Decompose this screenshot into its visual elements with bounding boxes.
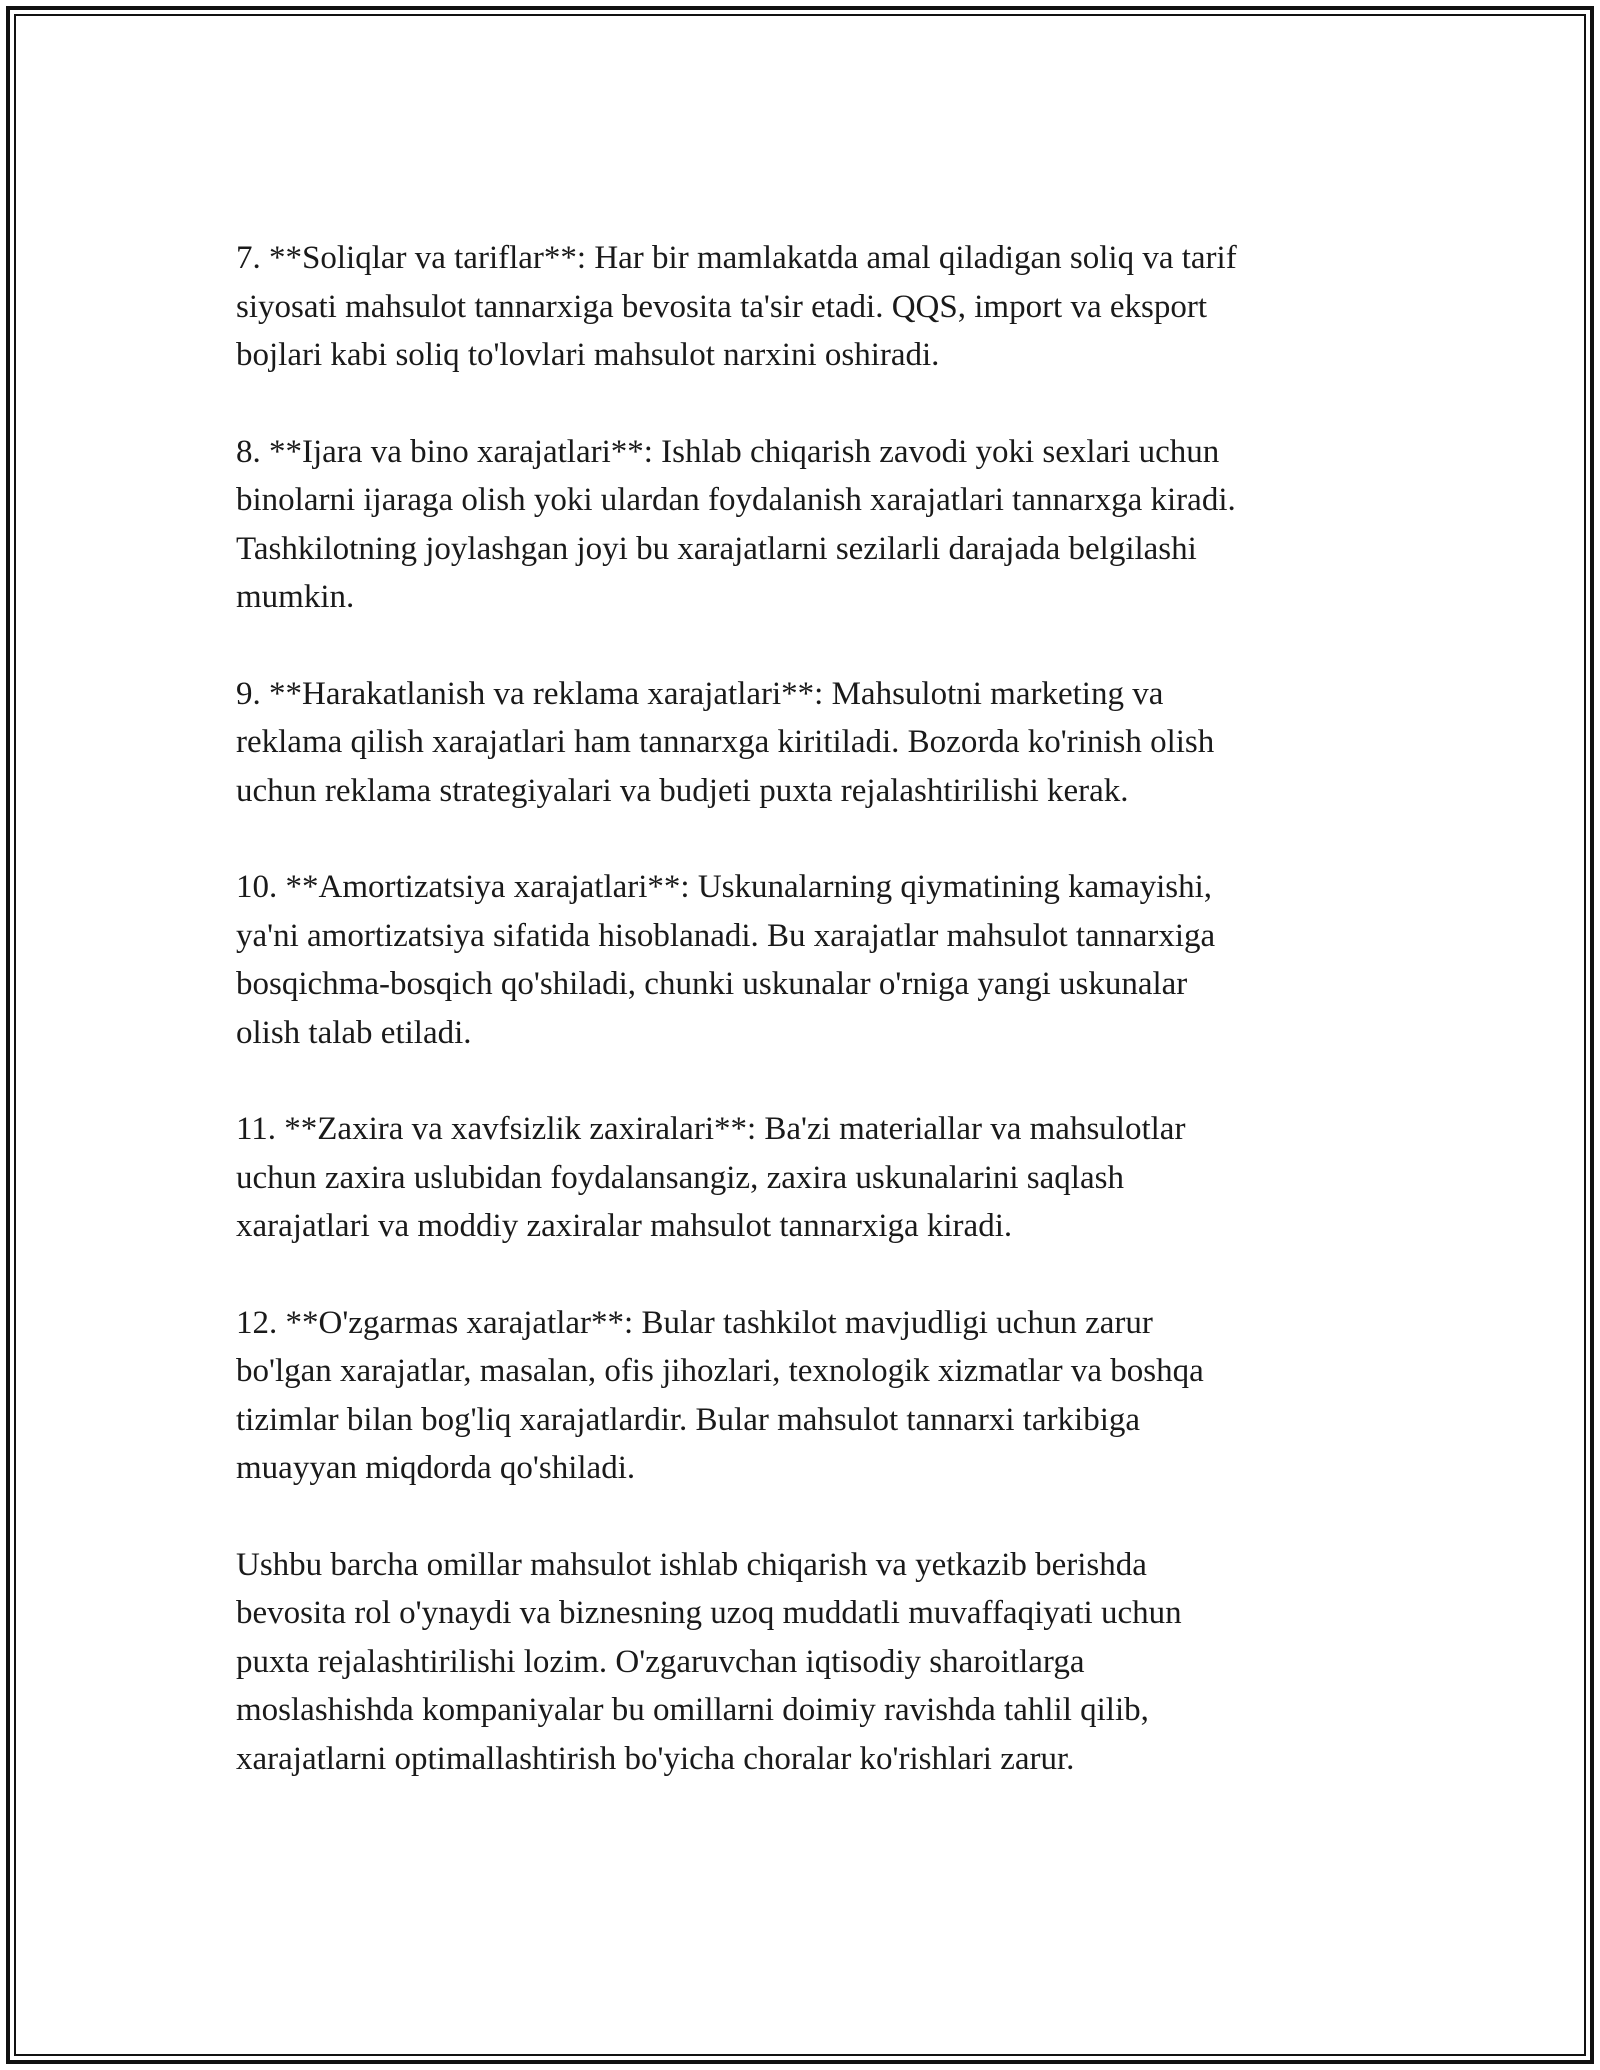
paragraph-fixed-costs: [236, 1299, 1366, 1493]
text-line: 11. **Zaxira va xavfsizlik zaxiralari**: Ba'zi materiallar va mahsulotlar: [236, 1111, 1186, 1147]
paragraph-reserves: [236, 1105, 1366, 1251]
text-line: mumkin.: [236, 579, 355, 615]
text-line: reklama qilish xarajatlari ham tannarxga kiritiladi. Bozorda ko'rinish olish: [236, 724, 1215, 760]
paragraph-advertising: [236, 670, 1366, 816]
text-line: 10. **Amortizatsiya xarajatlari**: Uskunalarning qiymatining kamayishi,: [236, 869, 1213, 905]
text-line: uchun reklama strategiyalari va budjeti puxta rejalashtirilishi kerak.: [236, 772, 1129, 809]
text-line: tizimlar bilan bog'liq xarajatlardir. Bular mahsulot tannarxi tarkibiga: [236, 1401, 1141, 1438]
paragraph-conclusion: [236, 1541, 1366, 1784]
text-line: olish talab etiladi.: [236, 1014, 472, 1051]
paragraph-amortization: [236, 863, 1366, 1057]
text-line: Ushbu barcha omillar mahsulot ishlab chiqarish va yetkazib berishda: [236, 1546, 1147, 1583]
text-line: xarajatlari va moddiy zaxiralar mahsulot tannarxiga kiradi.: [236, 1208, 1013, 1244]
text-line: bosqichma-bosqich qo'shiladi, chunki uskunalar o'rniga yangi uskunalar: [236, 966, 1188, 1002]
document-body: [236, 234, 1366, 1783]
text-line: bo'lgan xarajatlar, masalan, ofis jihozlari, texnologik xizmatlar va boshqa: [236, 1353, 1204, 1389]
text-line: bojlari kabi soliq to'lovlari mahsulot narxini oshiradi.: [236, 337, 940, 373]
text-line: 12. **O'zgarmas xarajatlar**: Bular tashkilot mavjudligi uchun zarur: [236, 1304, 1153, 1341]
text-line: moslashishda kompaniyalar bu omillarni doimiy ravishda tahlil qilib,: [236, 1692, 1149, 1728]
text-line: siyosati mahsulot tannarxiga bevosita ta'sir etadi. QQS, import va eksport: [236, 288, 1208, 325]
paragraph-taxes-tariffs: [236, 234, 1366, 380]
text-line: 8. **Ijara va bino xarajatlari**: Ishlab chiqarish zavodi yoki sexlari uchun: [236, 433, 1220, 470]
text-line: muayyan miqdorda qo'shiladi.: [236, 1450, 636, 1486]
text-line: uchun zaxira uslubidan foydalansangiz, zaxira uskunalarini saqlash: [236, 1159, 1124, 1196]
text-line: bevosita rol o'ynaydi va biznesning uzoq muddatli muvaffaqiyati uchun: [236, 1595, 1182, 1631]
text-line: xarajatlarni optimallashtirish bo'yicha choralar ko'rishlari zarur.: [236, 1740, 1075, 1777]
text-line: Tashkilotning joylashgan joyi bu xarajatlarni sezilarli darajada belgilashi: [236, 530, 1197, 567]
text-line: puxta rejalashtirilishi lozim. O'zgaruvchan iqtisodiy sharoitlarga: [236, 1643, 1085, 1680]
text-line: 9. **Harakatlanish va reklama xarajatlari**: Mahsulotni marketing va: [236, 675, 1164, 712]
paragraph-rent-building: [236, 428, 1366, 622]
text-line: binolarni ijaraga olish yoki ulardan foydalanish xarajatlari tannarxga kiradi.: [236, 482, 1236, 518]
text-line: 7. **Soliqlar va tariflar**: Har bir mamlakatda amal qiladigan soliq va tarif: [236, 240, 1237, 276]
text-line: ya'ni amortizatsiya sifatida hisoblanadi. Bu xarajatlar mahsulot tannarxiga: [236, 917, 1216, 954]
